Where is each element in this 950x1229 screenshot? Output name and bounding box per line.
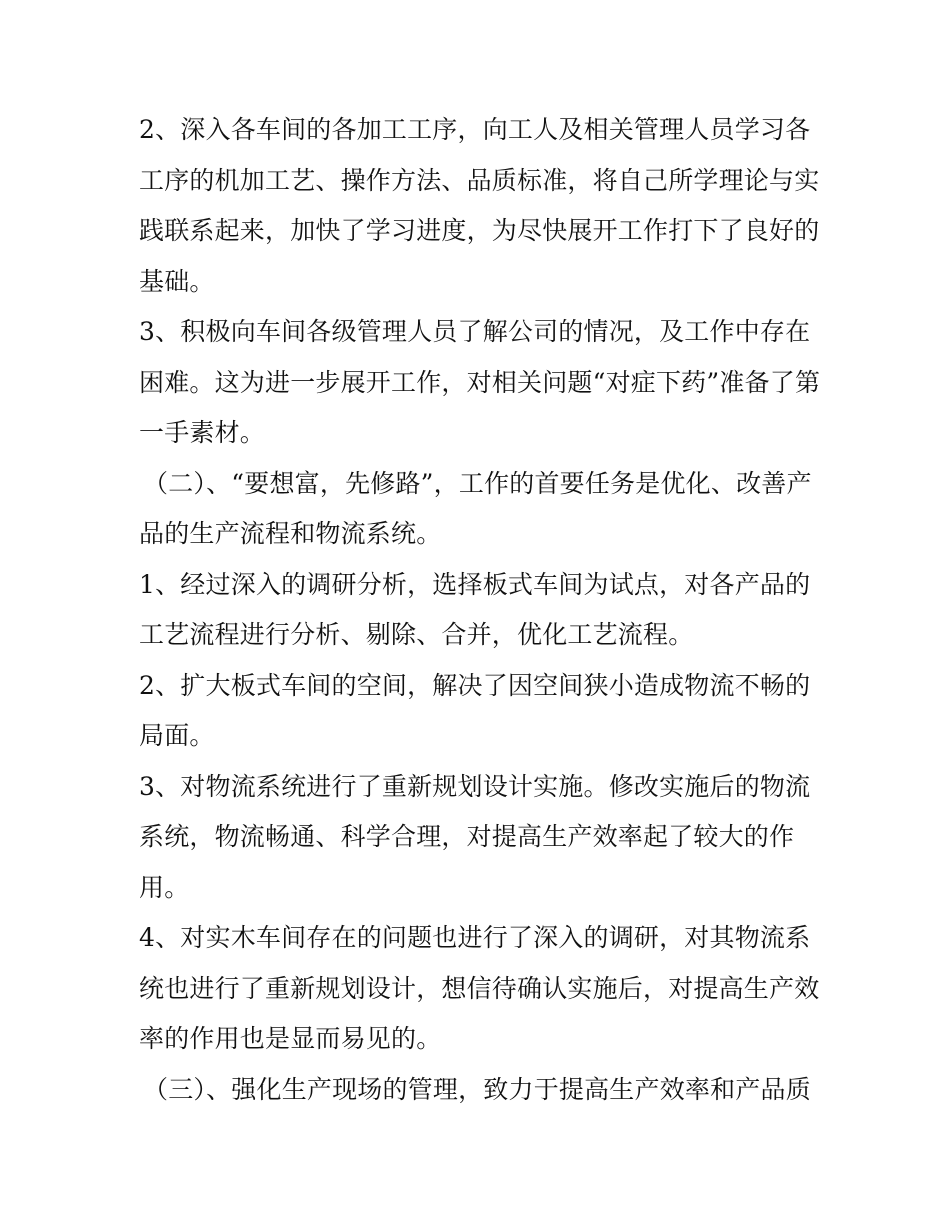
- text-line-18: 统也进行了重新规划设计，想信待确认实施后，对提高生产效: [139, 973, 820, 1003]
- text-line-15: 系统，物流畅通、科学合理，对提高生产效率起了较大的作: [139, 822, 795, 851]
- text-line-9: 品的生产流程和物流系统。: [139, 519, 442, 548]
- text-line-2: 工序的机加工艺、操作方法、品质标准，将自己所学理论与实: [139, 165, 820, 195]
- text-line-19: 率的作用也是显而易见的。: [139, 1024, 442, 1053]
- text-line-17: 4、对实木车间存在的问题也进行了深入的调研，对其物流系: [139, 923, 811, 952]
- text-line-16: 用。: [139, 872, 190, 902]
- section-heading-2: （二）、“要想富，先修路”，工作的首要任务是优化、改善产: [143, 468, 812, 498]
- text-line-13: 局面。: [139, 721, 215, 750]
- text-line-4: 基础。: [139, 266, 215, 296]
- text-line-6: 困难。这为进一步展开工作，对相关问题“对症下药”准备了第: [139, 367, 821, 397]
- text-line-12: 2、扩大板式车间的空间，解决了因空间狭小造成物流不畅的: [139, 670, 811, 700]
- text-line-10: 1、经过深入的调研分析，选择板式车间为试点，对各产品的: [139, 569, 811, 599]
- document-body: [139, 105, 819, 1115]
- text-line-14: 3、对物流系统进行了重新规划设计实施。修改实施后的物流: [139, 771, 811, 801]
- text-line-7: 一手素材。: [139, 418, 266, 447]
- text-line-11: 工艺流程进行分析、剔除、合并，优化工艺流程。: [139, 620, 694, 649]
- text-line-3: 践联系起来，加快了学习进度，为尽快展开工作打下了良好的: [139, 216, 820, 245]
- section-heading-3: （三）、强化生产现场的管理，致力于提高生产效率和产品质: [143, 1074, 811, 1104]
- text-line-5: 3、积极向车间各级管理人员了解公司的情况，及工作中存在: [139, 317, 811, 346]
- text-line-1: 2、深入各车间的各加工工序，向工人及相关管理人员学习各: [139, 115, 811, 144]
